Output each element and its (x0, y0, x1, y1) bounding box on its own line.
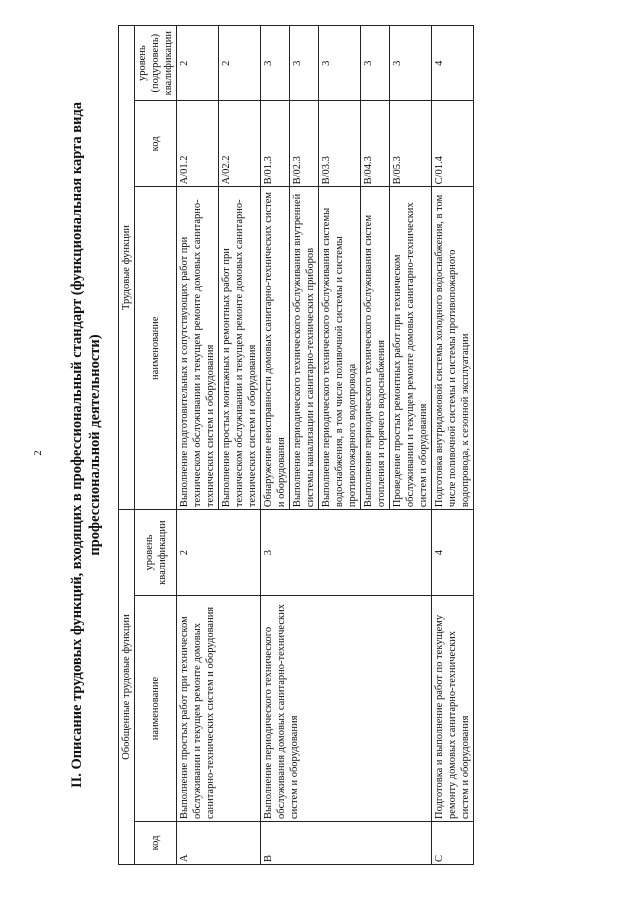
function-code-cell: A/02.2 (219, 101, 261, 187)
function-level-cell: 3 (319, 26, 361, 101)
header-name: наименование (135, 596, 177, 822)
function-level-cell: 3 (390, 26, 432, 101)
function-code-cell: B/01.3 (261, 101, 290, 187)
functional-map-table (118, 25, 474, 865)
function-level-cell: 3 (290, 26, 319, 101)
function-code-cell: B/02.3 (290, 101, 319, 187)
function-code-cell: A/01.2 (177, 101, 219, 187)
header-generalized-functions: Обобщенные трудовые функции (119, 510, 135, 865)
header-level: уровень квалификации (135, 510, 177, 596)
function-code-cell: C/01.4 (432, 101, 474, 187)
header-labor-functions: Трудовые функции (119, 26, 135, 510)
function-name-cell: Проведение простых ремонтных работ при техническом обслуживании и текущем ремонте домовых санитарно-технических систем и оборудования (390, 187, 432, 510)
group-name-cell: Выполнение периодического технического обслуживания домовых санитарно-технических систем и оборудования (261, 596, 432, 822)
header-code: код (135, 821, 177, 864)
function-code-cell: B/03.3 (319, 101, 361, 187)
group-code-cell: C (432, 821, 474, 864)
function-code-cell: B/05.3 (390, 101, 432, 187)
group-level-cell: 3 (261, 510, 432, 596)
function-name-cell: Обнаружение неисправности домовых санитарно-технических систем и оборудования (261, 187, 290, 510)
section-heading-line-1: II. Описание трудовых функций, входящих в профессиональный стандарт (функциональная карта вида (69, 101, 85, 789)
table-group-header-row (119, 26, 135, 865)
header-tf-level: уровень (подуровень) квалификации (135, 26, 177, 101)
function-name-cell: Выполнение периодического технического обслуживания внутренней системы канализации и санитарно-технических приборов (290, 187, 319, 510)
function-level-cell: 4 (432, 26, 474, 101)
table-row (261, 26, 290, 865)
table-row (432, 26, 474, 865)
group-name-cell: Подготовка и выполнение работ по текущему ремонту домовых санитарно-технических систем и оборудования (432, 596, 474, 822)
function-name-cell: Выполнение подготовительных и сопутствующих работ при техническом обслуживании и текущем ремонте домовых санитарно-технических систем и оборудования (177, 187, 219, 510)
function-level-cell: 2 (177, 26, 219, 101)
header-tf-code: код (135, 101, 177, 187)
function-level-cell: 2 (219, 26, 261, 101)
section-heading (68, 25, 104, 865)
table-column-header-row (135, 26, 177, 865)
group-code-cell: B (261, 821, 432, 864)
group-level-cell: 2 (177, 510, 261, 596)
table-row (177, 26, 219, 865)
section-heading-line-2: профессиональной деятельности) (87, 334, 103, 556)
function-level-cell: 3 (361, 26, 390, 101)
header-tf-name: наименование (135, 187, 177, 510)
function-name-cell: Выполнение периодического технического обслуживания систем отопления и горячего водоснабжения (361, 187, 390, 510)
function-name-cell: Выполнение простых монтажных и ремонтных работ при техническом обслуживании и текущем ремонте домовых санитарно-технических систем и оборудования (219, 187, 261, 510)
function-level-cell: 3 (261, 26, 290, 101)
function-name-cell: Выполнение периодического технического обслуживания системы водоснабжения, в том числе поливочной системы и системы противопожарного водопровода (319, 187, 361, 510)
group-name-cell: Выполнение простых работ при техническом обслуживании и текущем ремонте домовых санитарно-технических систем и оборудования (177, 596, 261, 822)
group-level-cell: 4 (432, 510, 474, 596)
function-name-cell: Подготовка внутридомовой системы холодного водоснабжения, в том числе поливочной системы и системы противопожарного водопровода, к сезонной эксплуатации (432, 187, 474, 510)
group-code-cell: A (177, 821, 261, 864)
page-number: 2 (33, 450, 44, 456)
function-code-cell: B/04.3 (361, 101, 390, 187)
